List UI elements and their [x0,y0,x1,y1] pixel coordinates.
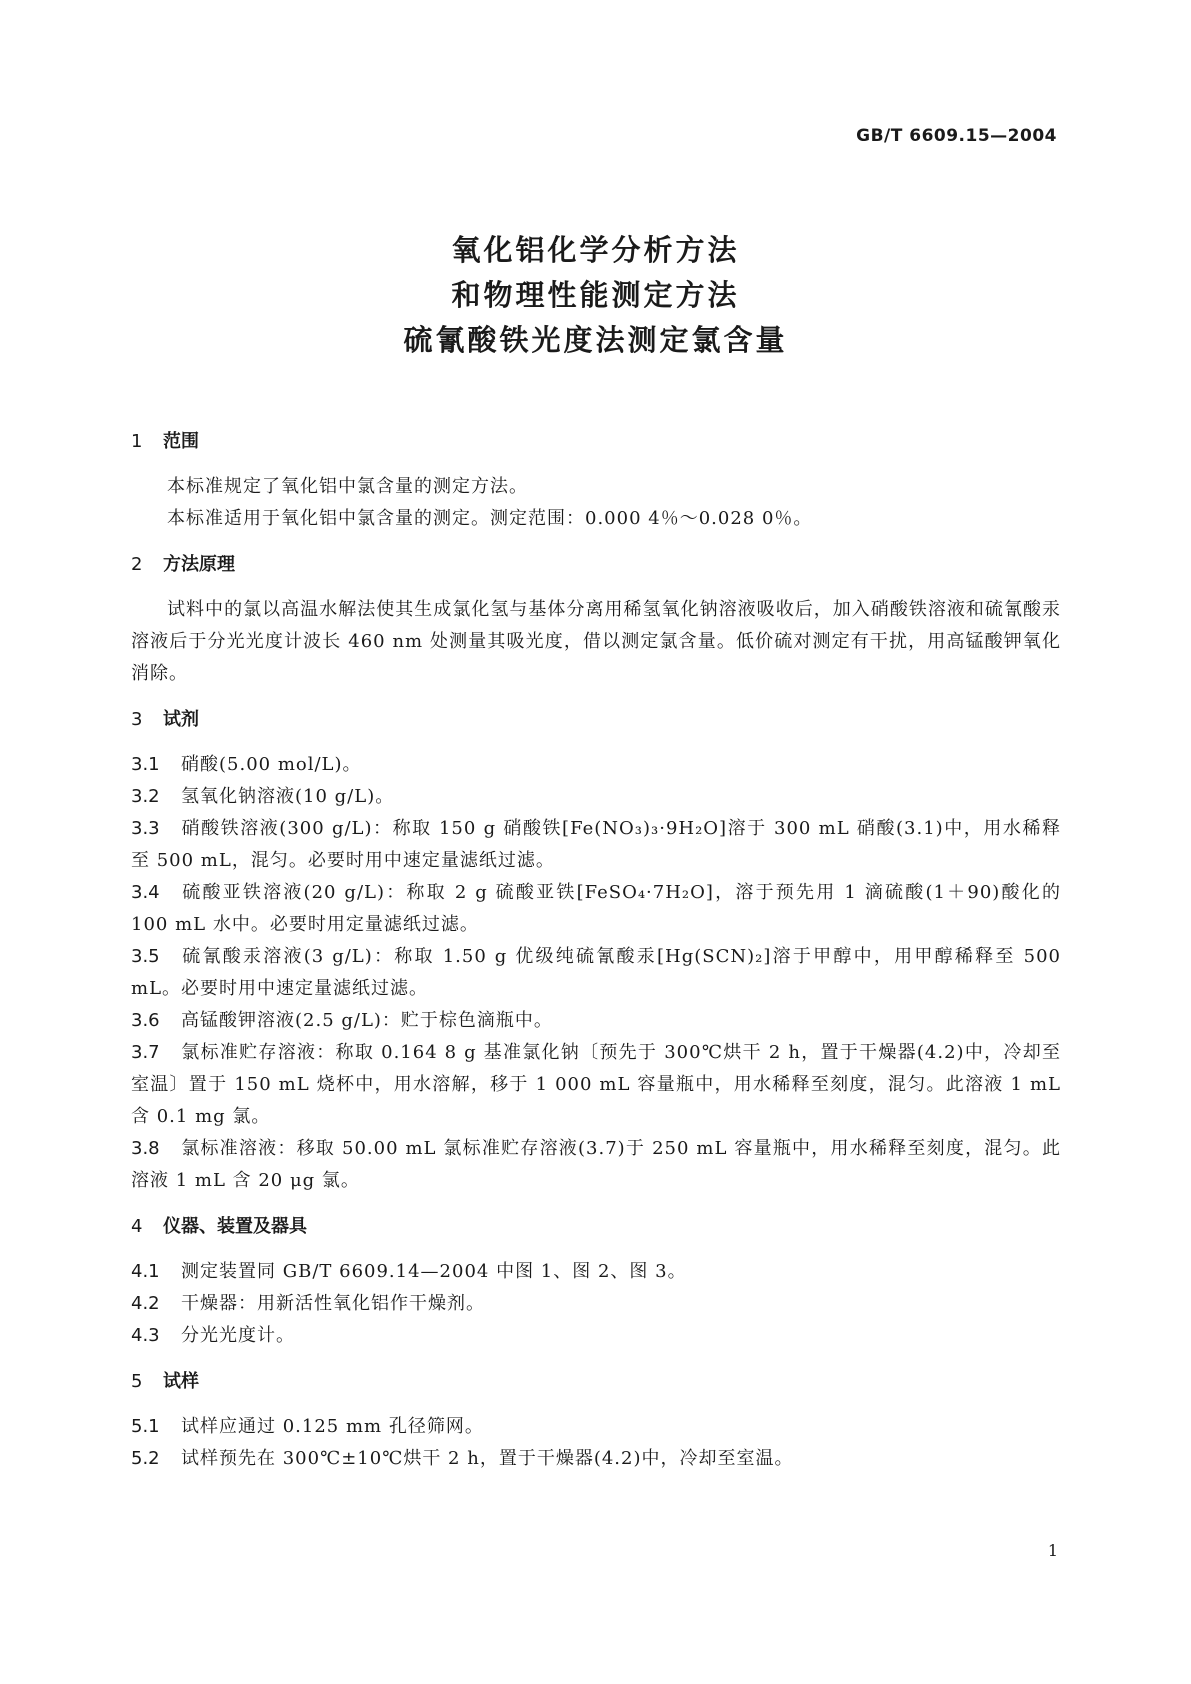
list-item [131,1320,1061,1352]
section-heading-5 [131,1364,1061,1399]
item-number: 3.6 [131,1010,160,1031]
item-text: 硝酸(5.00 mol/L)。 [181,754,362,775]
item-number: 3.2 [131,786,160,807]
item-number: 5.2 [131,1448,160,1469]
section-number: 5 [131,1371,143,1392]
item-text: 氯标准贮存溶液：称取 0.164 8 g 基准氯化钠〔预先于 300℃烘干 2 h，置于干燥器(4.2)中，冷却至室温〕置于 150 mL 烧杯中，用水溶解，移于 1 000 mL 容量瓶中，用水稀释至刻度，混匀。此溶液 1 mL 含 0.1 mg 氯。 [131,1042,1061,1127]
item-text: 氢氧化钠溶液(10 g/L)。 [181,786,395,807]
list-item [131,1411,1061,1443]
item-text: 测定装置同 GB/T 6609.14—2004 中图 1、图 2、图 3。 [181,1261,687,1282]
title-line-2: 和物理性能测定方法 [451,278,740,312]
item-number: 3.3 [131,818,160,839]
list-item [131,749,1061,781]
section-heading-2 [131,547,1061,582]
item-text: 氯标准溶液：移取 50.00 mL 氯标准贮存溶液(3.7)于 250 mL 容量瓶中，用水稀释至刻度，混匀。此溶液 1 mL 含 20 μg 氯。 [131,1138,1061,1191]
list-item [131,1005,1061,1037]
standard-number: GB/T 6609.15—2004 [856,126,1057,146]
document-body [131,424,1061,1475]
item-number: 3.8 [131,1138,160,1159]
section-title: 试样 [163,1371,199,1392]
list-item [131,877,1061,941]
list-item [131,1133,1061,1197]
item-text: 试样预先在 300℃±10℃烘干 2 h，置于干燥器(4.2)中，冷却至室温。 [181,1448,794,1469]
paragraph: 本标准适用于氧化铝中氯含量的测定。测定范围：0.000 4％～0.028 0％。 [167,508,813,529]
list-item [131,1443,1061,1475]
item-text: 干燥器：用新活性氧化铝作干燥剂。 [181,1293,485,1314]
section-number: 1 [131,431,143,452]
item-number: 4.2 [131,1293,160,1314]
item-text: 硫氰酸汞溶液(3 g/L)：称取 1.50 g 优级纯硫氰酸汞[Hg(SCN)₂]溶于甲醇中，用甲醇稀释至 500 mL。必要时用中速定量滤纸过滤。 [131,946,1061,999]
item-number: 3.5 [131,946,160,967]
item-text: 硫酸亚铁溶液(20 g/L)：称取 2 g 硫酸亚铁[FeSO₄·7H₂O]，溶于预先用 1 滴硫酸(1＋90)酸化的 100 mL 水中。必要时用定量滤纸过滤。 [131,882,1061,935]
section-number: 2 [131,554,143,575]
list-item [131,941,1061,1005]
item-number: 4.1 [131,1261,160,1282]
section-title: 仪器、装置及器具 [163,1216,307,1237]
section-title: 范围 [163,431,199,452]
paragraph: 本标准规定了氧化铝中氯含量的测定方法。 [167,476,528,497]
item-number: 5.1 [131,1416,160,1437]
section-number: 4 [131,1216,143,1237]
item-number: 4.3 [131,1325,160,1346]
list-item [131,781,1061,813]
item-text: 高锰酸钾溶液(2.5 g/L)：贮于棕色滴瓶中。 [181,1010,553,1031]
section-heading-4 [131,1209,1061,1244]
section-title: 方法原理 [163,554,235,575]
paragraph: 试料中的氯以高温水解法使其生成氯化氢与基体分离用稀氢氧化钠溶液吸收后，加入硝酸铁溶液和硫氰酸汞溶液后于分光光度计波长 460 nm 处测量其吸光度，借以测定氯含量。低价硫对测定有干扰，用高锰酸钾氧化消除。 [131,599,1061,684]
list-item [131,813,1061,877]
list-item [131,1288,1061,1320]
section-number: 3 [131,709,143,730]
item-number: 3.1 [131,754,160,775]
page-number: 1 [1047,1541,1058,1560]
section-title: 试剂 [163,709,199,730]
section-heading-1 [131,424,1061,459]
list-item [131,1037,1061,1133]
item-number: 3.7 [131,1042,160,1063]
title-line-3: 硫氰酸铁光度法测定氯含量 [403,323,788,357]
item-text: 试样应通过 0.125 mm 孔径筛网。 [181,1416,484,1437]
list-item [131,1256,1061,1288]
document-title [0,228,1191,363]
item-number: 3.4 [131,882,160,903]
item-text: 分光光度计。 [181,1325,295,1346]
title-line-1: 氧化铝化学分析方法 [451,233,740,267]
section-heading-3 [131,702,1061,737]
item-text: 硝酸铁溶液(300 g/L)：称取 150 g 硝酸铁[Fe(NO₃)₃·9H₂O]溶于 300 mL 硝酸(3.1)中，用水稀释至 500 mL，混匀。必要时用中速定量滤纸过滤。 [131,818,1061,871]
